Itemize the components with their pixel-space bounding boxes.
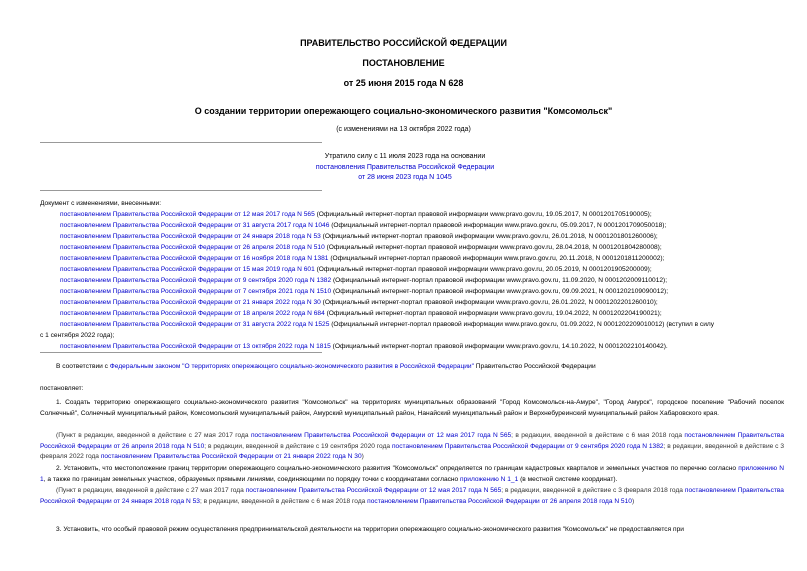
paragraph-2: 2. Установить, что местоположение границ территории опережающего социально-экономического развития "Комсомольск" определяется по границам кадастровых кварталов и земельных участков по перечню согласно приложению N 1, а также по границам земельных участков, образуемых прямыми линиями, соединяющими по порядку точки с координатами согласно приложению N 1_1 (в местной системе координат). [40,465,784,483]
date-number: от 25 июня 2015 года N 628 [343,78,464,88]
change-item [40,330,800,341]
change-text: (Официальный интернет-портал правовой информации www.pravo.gov.ru, 19.05.2017, N 0001201705190005); [314,211,652,218]
change-text: (Официальный интернет-портал правовой информации www.pravo.gov.ru, 01.09.2022, N 0001202209010012) (вступил в силу [329,321,715,328]
change-text: (Официальный интернет-портал правовой информации www.pravo.gov.ru, 20.11.2018, N 0001201811200002); [328,255,665,262]
change-text: (Официальный интернет-портал правовой информации www.pravo.gov.ru, 28.04.2018, N 0001201804280008); [324,244,662,251]
amend-link[interactable]: постановлением Правительства Российской Федерации от 12 мая 2017 года N 565 [250,432,512,439]
paragraph-3: 3. Установить, что особый правовой режим осуществления предпринимательской деятельности на территории опережающего социально-экономического развития "Комсомольск" не предоставляется при [56,526,684,533]
change-text: (Официальный интернет-портал правовой информации www.pravo.gov.ru, 09.09.2021, N 0001202109090012); [331,288,669,295]
amend-link[interactable]: постановлением Правительства Российской Федерации от 9 сентября 2020 года N 1382 [391,442,664,450]
changes-intro: Документ с изменениями, внесенными: [40,200,162,207]
change-link[interactable]: постановлением Правительства Российской Федерации от 13 октября 2022 года N 1815 [60,343,331,350]
change-text: (Официальный интернет-портал правовой информации www.pravo.gov.ru, 20.05.2019, N 0001201905200009); [314,266,652,273]
change-link[interactable]: постановлением Правительства Российской Федерации от 16 ноября 2018 года N 1381 [60,255,329,262]
amend-link[interactable]: постановлением Правительства Российской Федерации от 26 апреля 2018 года N 510 [367,497,632,505]
change-item [40,242,800,253]
expiry-link-1[interactable]: постановления Правительства Российской Федерации [315,163,495,171]
amend-link[interactable]: постановлением Правительства Российской Федерации от 26 апреля 2018 года N 510 [40,432,784,450]
amend-link[interactable]: постановлением Правительства Российской Федерации от 24 января 2018 года N 53 [40,487,784,505]
change-item [40,275,800,286]
change-item [40,264,800,275]
change-link[interactable]: постановлением Правительства Российской Федерации от 18 апреля 2022 года N 684 [60,310,325,317]
change-item [40,231,800,242]
change-link[interactable]: постановлением Правительства Российской Федерации от 24 января 2018 года N 53 [60,233,321,240]
change-link[interactable]: постановлением Правительства Российской Федерации от 9 сентября 2020 года N 1382 [60,277,332,284]
change-text: с 1 сентября 2022 года); [40,332,115,339]
amend-link[interactable]: постановлением Правительства Российской Федерации от 21 января 2022 года N 30 [100,453,362,460]
expiry-note [300,152,510,184]
paragraph-1: 1. Создать территорию опережающего социально-экономического развития "Комсомольск" на территориях муниципальных образований "Город Комсомольск-на-Амуре", "Город Амурск", городское поселение "Рабочий поселок Солнечный", Солнечный муниципальный район, Комсомольский муниципальный район, Амурский муниципальный район, Нанайский муниципальный район и Верхнебуреинский муниципальный район Хабаровского края. [40,399,784,417]
amended-note: (с изменениями на 13 октября 2022 года) [336,126,471,133]
change-text: (Официальный интернет-портал правовой информации www.pravo.gov.ru, 26.01.2022, N 0001202201260010); [320,299,658,306]
document-title: О создании территории опережающего социально-экономического развития "Комсомольск" [194,106,613,116]
change-item [40,286,800,297]
expiry-text: Утратило силу с 11 июля 2023 года на основании [324,153,486,160]
appendix-1-1-link[interactable]: приложению N 1_1 [460,475,519,483]
doc-type-heading: ПОСТАНОВЛЕНИЕ [362,58,445,68]
changes-list [40,198,800,352]
change-link[interactable]: постановлением Правительства Российской Федерации от 21 января 2022 года N 30 [60,299,321,306]
divider [40,142,322,143]
paragraph-1-note: (Пункт в редакции, введенной в действие с 27 мая 2017 года постановлением Правительства Российской Федерации от 12 мая 2017 года N 565; в редакции, введенной в действие с 6 мая 2018 года постановлением Правительства Российской Федерации от 26 апреля 2018 года N 510; в редакции, введенной в действие с 19 сентября 2020 года постановлением Правительства Российской Федерации от 9 сентября 2020 года N 1382; в редакции, введенной в действие с 3 февраля 2022 года постановлением Правительства Российской Федерации от 21 января 2022 года N 30) [40,432,785,460]
change-item [40,319,800,330]
change-item [40,308,800,319]
divider [40,190,322,191]
change-text: (Официальный интернет-портал правовой информации www.pravo.gov.ru, 11.09.2020, N 0001202009110012); [331,277,668,284]
expiry-link-2[interactable]: от 28 июня 2023 года N 1045 [358,174,452,181]
change-item [40,297,800,308]
change-link[interactable]: постановлением Правительства Российской Федерации от 31 августа 2017 года N 1046 [60,222,330,229]
federal-law-link[interactable]: Федеральным законом "О территориях опережающего социально-экономического развития в Российской Федерации" [109,363,474,370]
change-item [40,253,800,264]
divider [40,352,322,353]
change-link[interactable]: постановлением Правительства Российской Федерации от 7 сентября 2021 года N 1510 [60,288,332,295]
change-text: (Официальный интернет-портал правовой информации www.pravo.gov.ru, 26.01.2018, N 0001201801260006); [320,233,658,240]
appendix-1-link[interactable]: приложению N 1 [40,465,784,483]
government-heading: ПРАВИТЕЛЬСТВО РОССИЙСКОЙ ФЕДЕРАЦИИ [300,38,507,48]
change-item [40,209,800,220]
change-link[interactable]: постановлением Правительства Российской Федерации от 15 мая 2019 года N 601 [60,266,315,273]
resolves-text: постановляет: [40,385,84,392]
change-link[interactable]: постановлением Правительства Российской Федерации от 12 мая 2017 года N 565 [60,211,315,218]
change-text: (Официальный интернет-портал правовой информации www.pravo.gov.ru, 14.10.2022, N 0001202210140042). [330,343,668,350]
change-link[interactable]: постановлением Правительства Российской Федерации от 31 августа 2022 года N 1525 [60,321,330,328]
change-item [40,220,800,231]
change-text: (Официальный интернет-портал правовой информации www.pravo.gov.ru, 19.04.2022, N 0001202204190021); [324,310,662,317]
change-item [40,341,800,352]
change-link[interactable]: постановлением Правительства Российской Федерации от 26 апреля 2018 года N 510 [60,244,325,251]
amend-link[interactable]: постановлением Правительства Российской Федерации от 12 мая 2017 года N 565 [245,487,502,494]
paragraph-2-note: (Пункт в редакции, введенной в действие с 27 мая 2017 года постановлением Правительства Российской Федерации от 12 мая 2017 года N 565; в редакции, введенной в действие с 3 февраля 2018 года постановлением Правительства Российской Федерации от 24 января 2018 года N 53; в редакции, введенной в действие с 6 мая 2018 года постановлением Правительства Российской Федерации от 26 апреля 2018 года N 510) [40,487,784,505]
basis-paragraph: В соответствии с Федеральным законом "О территориях опережающего социально-экономического развития в Российской Федерации" Правительство Российской Федерации [56,363,596,370]
change-text: (Официальный интернет-портал правовой информации www.pravo.gov.ru, 05.09.2017, N 0001201709050018); [329,222,667,229]
